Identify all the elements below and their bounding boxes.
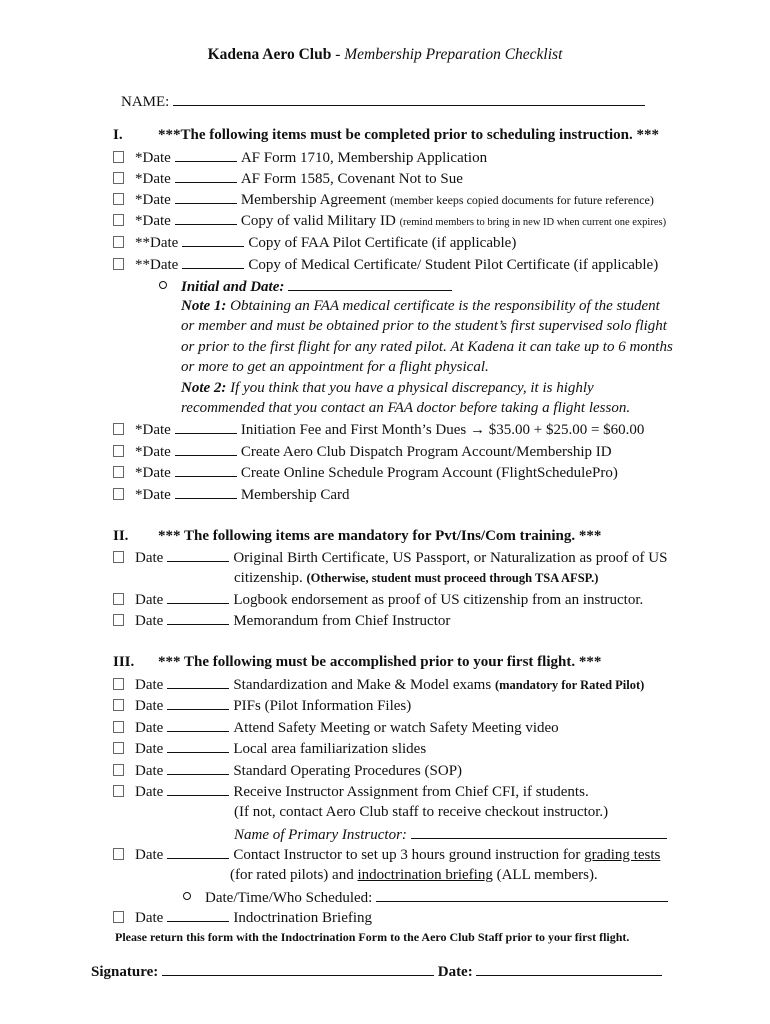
section-3-title: *** The following must be accomplished prior to your first flight. *** bbox=[158, 654, 602, 670]
date-field[interactable] bbox=[167, 676, 229, 689]
item-text: Copy of FAA Pilot Certificate (if applicable) bbox=[248, 235, 517, 251]
checkbox[interactable] bbox=[113, 445, 124, 457]
item-prefix: Date bbox=[135, 698, 164, 714]
item-prefix: *Date bbox=[135, 487, 171, 503]
item-text: Indoctrination Briefing bbox=[233, 910, 373, 926]
item-prefix: *Date bbox=[135, 444, 171, 460]
date-field[interactable] bbox=[175, 443, 237, 456]
primary-instructor-row bbox=[234, 825, 667, 844]
item-prefix: Date bbox=[135, 741, 164, 757]
note-1-line: Obtaining an FAA medical certificate is the responsibility of the student bbox=[230, 298, 660, 314]
checkbox[interactable] bbox=[113, 699, 124, 711]
bullet-icon bbox=[159, 281, 167, 289]
page-subtitle: Membership Preparation Checklist bbox=[344, 46, 563, 63]
item-prefix: *Date bbox=[135, 192, 171, 208]
date-field[interactable] bbox=[175, 170, 237, 183]
date-field[interactable] bbox=[167, 697, 229, 710]
item-text: Memorandum from Chief Instructor bbox=[233, 613, 451, 629]
signature-row bbox=[91, 962, 662, 981]
checkbox[interactable] bbox=[113, 193, 124, 205]
date-field[interactable] bbox=[182, 234, 244, 247]
item-text: Receive Instructor Assignment from Chief CFI, if students. bbox=[233, 784, 589, 800]
checkbox[interactable] bbox=[113, 614, 124, 626]
item-text: Create Online Schedule Program Account (FlightSchedulePro) bbox=[240, 465, 618, 481]
item-text: Membership Agreement bbox=[240, 192, 387, 208]
item-text: Copy of valid Military ID bbox=[240, 213, 396, 229]
item-text: Standard Operating Procedures (SOP) bbox=[233, 763, 463, 779]
footer-note: Please return this form with the Indoctrination Form to the Aero Club Staff prior to your first flight. bbox=[115, 930, 630, 944]
item-continuation: (If not, contact Aero Club staff to receive checkout instructor.) bbox=[234, 804, 609, 820]
page-title bbox=[0, 46, 770, 64]
item-prefix: *Date bbox=[135, 150, 171, 166]
checkbox[interactable] bbox=[113, 214, 124, 226]
date-field[interactable] bbox=[167, 612, 229, 625]
item-text: Standardization and Make & Model exams bbox=[233, 677, 492, 693]
date-field[interactable] bbox=[167, 549, 229, 562]
item-text: (for rated pilots) and bbox=[230, 867, 354, 883]
item-continuation bbox=[234, 570, 598, 587]
note-1-line: or member and must be obtained prior to the student’s first supervised solo flight bbox=[181, 318, 667, 334]
checkbox[interactable] bbox=[113, 236, 124, 248]
item-prefix: **Date bbox=[135, 257, 179, 273]
note-2-line: If you think that you have a physical discrepancy, it is highly bbox=[230, 380, 594, 396]
checklist-item bbox=[113, 719, 559, 737]
date-field[interactable] bbox=[175, 421, 237, 434]
item-note: (Otherwise, student must proceed through TSA AFSP.) bbox=[306, 571, 599, 585]
item-prefix: **Date bbox=[135, 235, 179, 251]
item-text: Membership Card bbox=[240, 487, 350, 503]
item-prefix: Date bbox=[135, 763, 164, 779]
checkbox[interactable] bbox=[113, 721, 124, 733]
item-prefix: Date bbox=[135, 613, 164, 629]
section-1-number: I. bbox=[113, 127, 123, 143]
date-field[interactable] bbox=[167, 719, 229, 732]
note-1-line: or more to get an appointment for a flight physical. bbox=[181, 359, 489, 375]
checklist-item bbox=[113, 486, 350, 504]
bullet-icon bbox=[183, 892, 191, 900]
date-field[interactable] bbox=[167, 909, 229, 922]
signature-field[interactable] bbox=[162, 962, 434, 976]
checklist-item bbox=[113, 421, 644, 439]
checklist-item bbox=[113, 762, 462, 780]
checklist-item bbox=[113, 740, 426, 758]
date-field[interactable] bbox=[175, 486, 237, 499]
date-field[interactable] bbox=[182, 256, 244, 269]
checkbox[interactable] bbox=[113, 764, 124, 776]
name-field[interactable] bbox=[173, 92, 645, 106]
item-prefix: Date bbox=[135, 720, 164, 736]
item-text: Create Aero Club Dispatch Program Account/Membership ID bbox=[240, 444, 612, 460]
date-field[interactable] bbox=[167, 846, 229, 859]
date-field[interactable] bbox=[167, 740, 229, 753]
item-prefix: *Date bbox=[135, 213, 171, 229]
checklist-item bbox=[113, 464, 618, 482]
item-prefix: *Date bbox=[135, 465, 171, 481]
checkbox[interactable] bbox=[113, 911, 124, 923]
checkbox[interactable] bbox=[113, 466, 124, 478]
note-1-line: or prior to the first flight for any rated pilot. At Kadena it can take up to 6 months bbox=[181, 339, 673, 355]
checklist-item bbox=[113, 676, 644, 694]
item-note: (mandatory for Rated Pilot) bbox=[494, 678, 645, 692]
date-field[interactable] bbox=[167, 591, 229, 604]
initial-and-date-row bbox=[159, 277, 452, 296]
section-3-heading bbox=[113, 654, 601, 671]
section-2-number: II. bbox=[113, 528, 129, 544]
checkbox[interactable] bbox=[113, 742, 124, 754]
date-field[interactable] bbox=[175, 212, 237, 225]
title-separator: - bbox=[331, 46, 345, 63]
indoctrination-briefing-text: indoctrination briefing bbox=[357, 867, 493, 883]
section-1-heading bbox=[113, 127, 659, 144]
item-text: (ALL members). bbox=[496, 867, 598, 883]
checklist-item bbox=[113, 783, 589, 801]
note-2 bbox=[181, 380, 594, 397]
checkbox[interactable] bbox=[113, 258, 124, 270]
date-field[interactable] bbox=[175, 149, 237, 162]
section-1-title: ***The following items must be completed prior to scheduling instruction. *** bbox=[158, 127, 659, 143]
item-text: Initiation Fee and First Month’s Dues → $35.00 + $25.00 = $60.00 bbox=[240, 422, 645, 438]
note-1-label: Note 1: bbox=[181, 298, 227, 314]
item-prefix: Date bbox=[135, 677, 164, 693]
name-row bbox=[121, 92, 645, 111]
checkbox[interactable] bbox=[113, 678, 124, 690]
club-name: Kadena Aero Club bbox=[207, 46, 332, 63]
item-prefix: *Date bbox=[135, 171, 171, 187]
date-field[interactable] bbox=[167, 783, 229, 796]
signature-label: Signature: bbox=[91, 964, 159, 980]
item-prefix: Date bbox=[135, 910, 164, 926]
note-2-label: Note 2: bbox=[181, 380, 227, 396]
section-2-title: *** The following items are mandatory for Pvt/Ins/Com training. *** bbox=[158, 528, 602, 544]
item-text: Attend Safety Meeting or watch Safety Meeting video bbox=[233, 720, 559, 736]
item-note: (remind members to bring in new ID when current one expires) bbox=[399, 217, 667, 228]
item-prefix: *Date bbox=[135, 422, 171, 438]
scheduled-label: Date/Time/Who Scheduled: bbox=[205, 890, 373, 906]
checklist-item bbox=[113, 170, 463, 188]
note-1 bbox=[181, 298, 660, 315]
checkbox[interactable] bbox=[113, 423, 124, 435]
checkbox[interactable] bbox=[113, 151, 124, 163]
item-text: Logbook endorsement as proof of US citizenship from an instructor. bbox=[233, 592, 644, 608]
checkbox[interactable] bbox=[113, 488, 124, 500]
note-2-line: recommended that you contact an FAA doctor before taking a flight lesson. bbox=[181, 400, 631, 416]
item-text: Copy of Medical Certificate/ Student Pilot Certificate (if applicable) bbox=[248, 257, 659, 273]
date-field[interactable] bbox=[175, 191, 237, 204]
date-field[interactable] bbox=[167, 762, 229, 775]
scheduled-row bbox=[183, 888, 668, 907]
item-text: Local area familiarization slides bbox=[233, 741, 427, 757]
date-label: Date: bbox=[437, 964, 473, 980]
item-text: Original Birth Certificate, US Passport, or Naturalization as proof of US bbox=[233, 550, 668, 566]
item-text: AF Form 1585, Covenant Not to Sue bbox=[240, 171, 463, 187]
item-prefix: Date bbox=[135, 592, 164, 608]
checklist-item bbox=[113, 212, 666, 230]
checkbox[interactable] bbox=[113, 551, 124, 563]
checklist-item bbox=[113, 443, 612, 461]
date-field[interactable] bbox=[175, 464, 237, 477]
primary-instructor-field[interactable] bbox=[411, 825, 667, 839]
item-text: PIFs (Pilot Information Files) bbox=[233, 698, 412, 714]
section-2-heading bbox=[113, 528, 601, 545]
checklist-item bbox=[113, 612, 450, 630]
checkbox[interactable] bbox=[113, 593, 124, 605]
primary-instructor-label: Name of Primary Instructor: bbox=[234, 827, 407, 843]
checkbox[interactable] bbox=[113, 785, 124, 797]
checklist-item bbox=[113, 846, 660, 864]
checklist-item bbox=[113, 591, 643, 609]
signature-date-field[interactable] bbox=[476, 962, 662, 976]
item-text: AF Form 1710, Membership Application bbox=[240, 150, 488, 166]
checkbox[interactable] bbox=[113, 848, 124, 860]
item-note: (member keeps copied documents for future reference) bbox=[389, 193, 654, 207]
initial-label: Initial and Date: bbox=[181, 279, 285, 295]
checklist-item bbox=[113, 909, 372, 927]
scheduled-field[interactable] bbox=[376, 888, 668, 902]
checklist-item bbox=[113, 191, 654, 209]
name-label: NAME: bbox=[121, 94, 170, 110]
checklist-item bbox=[113, 149, 487, 167]
item-text: citizenship. bbox=[234, 570, 303, 586]
item-prefix: Date bbox=[135, 784, 164, 800]
section-3-number: III. bbox=[113, 654, 135, 670]
checklist-item bbox=[113, 697, 411, 715]
item-text: Contact Instructor to set up 3 hours ground instruction for bbox=[233, 847, 581, 863]
item-prefix: Date bbox=[135, 550, 164, 566]
initial-field[interactable] bbox=[288, 277, 452, 291]
item-prefix: Date bbox=[135, 847, 164, 863]
item-continuation bbox=[230, 867, 598, 884]
checkbox[interactable] bbox=[113, 172, 124, 184]
grading-tests-text: grading tests bbox=[584, 847, 661, 863]
checklist-item bbox=[113, 234, 516, 252]
checklist-item bbox=[113, 549, 667, 567]
checklist-item bbox=[113, 256, 658, 274]
